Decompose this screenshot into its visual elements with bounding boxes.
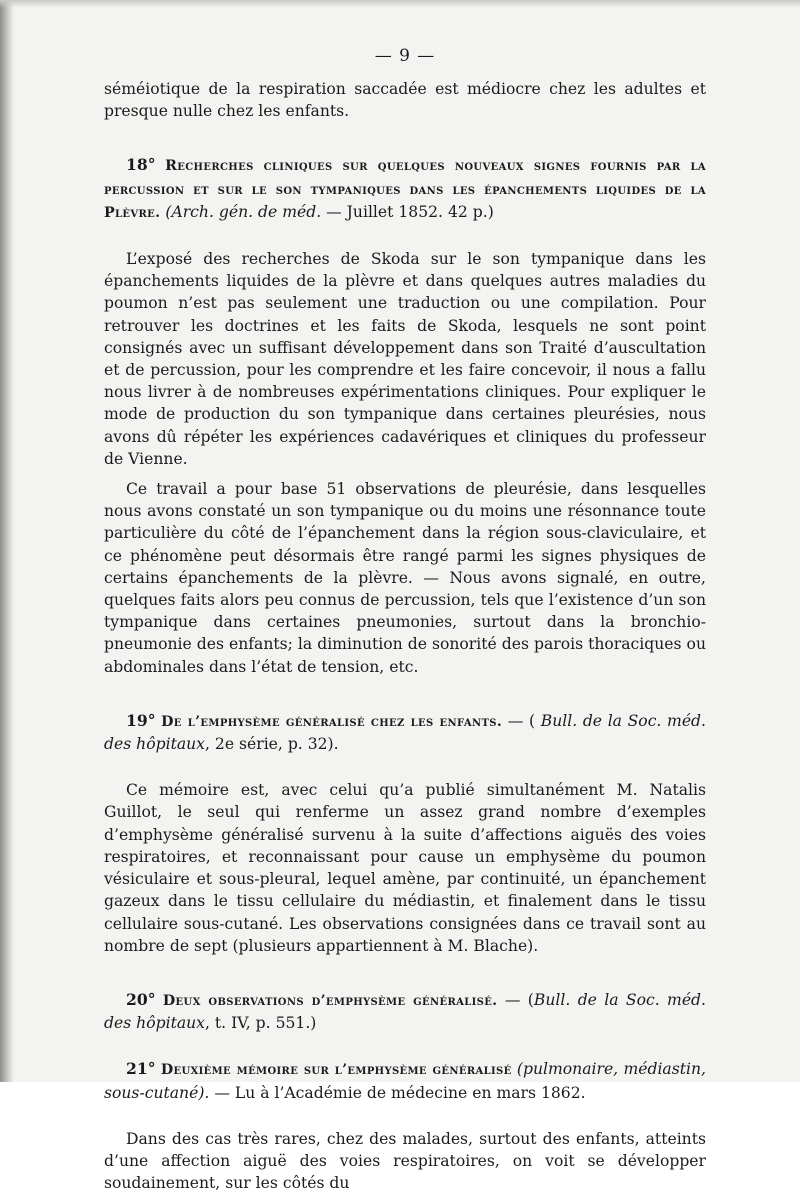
entry-19-number: 19° [126,710,156,730]
entry-20-title: Deux observations d’emphysème généralisé. [162,992,498,1009]
entry-21-source: — Lu à l’Académie de médecine en mars 1862. [209,1083,586,1102]
page-number: — 9 — [374,46,436,66]
entry-18-paragraph-1: L’exposé des recherches de Skoda sur le son tympanique dans les épanchements liquides de la plèvre et dans quelques autres maladies du poumon n’est pas seulement une traduction ou une compilation. Pour retrouver les doctrines et les faits de Skoda, lesquels ne sont point consignés avec un suffisant développement dans son Traité d’auscultation et de percussion, pour les comprendre et les faire concevoir, il nous a fallu nous livrer à de nombreuses expérimentations cliniques. Pour expliquer le mode de production du son tympanique dans certaines pleurésies, nous avons dû répéter les expériences cadavériques et cliniques du professeur de Vienne. [104,250,706,468]
entry-21-paragraph-1: Dans des cas très rares, chez des malades, surtout des enfants, atteints d’une affection aiguë des voies respiratoires, on voit se développer soudainement, sur les côtés du [104,1129,706,1193]
entry-21-heading [104,1058,706,1103]
entry-20-source-journal: Bull. de la Soc. méd. des hôpitaux [104,990,706,1033]
entry-18-source-journal: (Arch. gén. de méd. [165,202,322,221]
entry-18-number: 18° [126,155,156,175]
entry-19-heading [104,710,706,755]
entry-20-number: 20° [126,989,156,1009]
entry-20-heading [104,989,706,1034]
entry-21-title: Deuxième mémoire sur l’emphysème généralisé [160,1062,512,1079]
entry-21-number: 21° [126,1059,156,1079]
entry-19-title: De l’emphysème généralisé chez les enfants. [161,713,503,730]
entry-21-subtitle: (pulmonaire, médiastin, sous-cutané). [104,1060,706,1102]
entry-20-source-rest: , t. IV, p. 551.) [204,1014,317,1033]
entry-18-title: Recherches cliniques sur quelques nouveaux signes fournis par la percussion et sur le son tympaniques dans les épanchements liquides de la Plèvre. [104,158,706,221]
intro-paragraph: séméiotique de la respiration saccadée est médiocre chez les adultes et presque nulle chez les enfants. [104,80,706,121]
entry-18-source-date: — Juillet 1852. 42 p.) [321,202,494,221]
entry-18-heading [104,154,706,224]
entry-19-source-journal: Bull. de la Soc. méd. des hôpitaux [104,711,706,754]
entry-19-dash: — ( [502,711,541,730]
entry-20-dash: — ( [497,990,534,1009]
entry-18-paragraph-2: Ce travail a pour base 51 observations de pleurésie, dans lesquelles nous avons constaté un son tympanique ou du moins une résonnance toute particulière du côté de l’épanchement dans la région sous-claviculaire, et ce phénomène peut désormais être rangé parmi les signes physiques de certains épanchements de la plèvre. — Nous avons signalé, en outre, quelques faits alors peu connus de percussion, tels que l’existence d’un son tympanique dans certaines pneumonies, surtout dans la bronchio-pneumonie des enfants; la diminution de sonorité des parois thoraciques ou abdominales dans l’état de tension, etc. [104,480,706,676]
entry-19-paragraph-1: Ce mémoire est, avec celui qu’a publié simultanément M. Natalis Guillot, le seul qui renferme un assez grand nombre d’exemples d’emphysème généralisé survenu à la suite d’affections aiguës des voies respiratoires, et reconnaissant pour cause un emphysème du poumon vésiculaire et sous-pleural, lequel amène, par continuité, un épanchement gazeux dans le tissu cellulaire du médiastin, et finalement dans le tissu cellulaire sous-cutané. Les observations consignées dans ce travail sont au nombre de sept (plusieurs appartiennent à M. Blache). [104,781,706,955]
page-content [104,78,706,1194]
entry-19-source-rest: , 2e série, p. 32). [204,735,339,754]
